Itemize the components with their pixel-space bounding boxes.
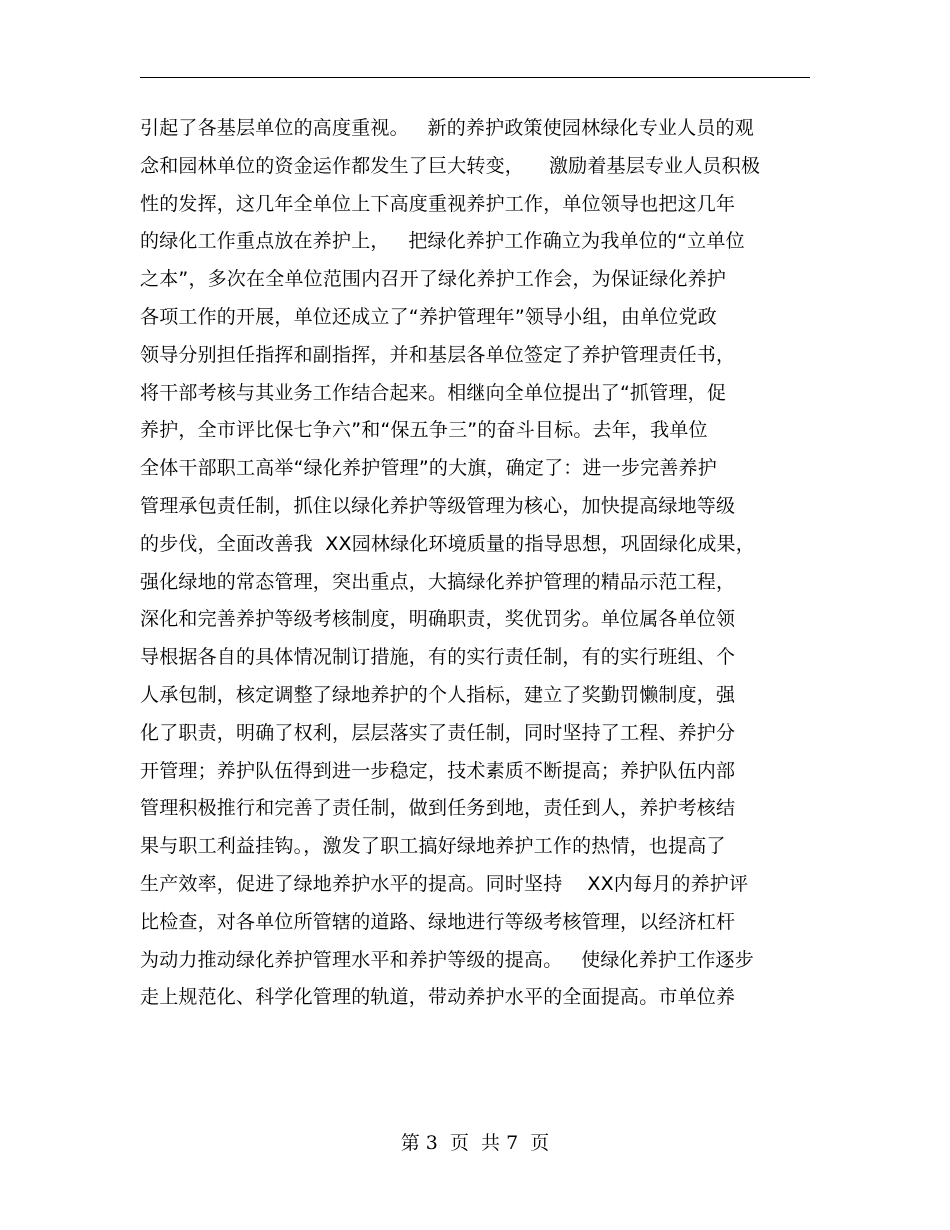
body-text <box>140 110 820 1017</box>
text-line: 养护，全市评比保七争六”和“保五争三”的奋斗目标。去年，我单位 <box>140 419 708 442</box>
text-line: 将干部考核与其业务工作结合起来。相继向全单位提出了“抓管理，促 <box>140 381 727 404</box>
text-line: 之本”，多次在全单位范围内召开了绿化养护工作会，为保证绿化养护 <box>140 268 727 291</box>
page-number: 第 3 页 共 7 页 <box>400 1132 550 1154</box>
text-line: 为动力推动绿化养护管理水平和养护等级的提高。 使绿化养护工作逐步 <box>140 948 754 971</box>
text-line: 人承包制，核定调整了绿地养护的个人指标，建立了奖勤罚懒制度，强 <box>140 683 736 706</box>
text-line: 念和园林单位的资金运作都发生了巨大转变， 激励着基层专业人员积极 <box>140 154 761 177</box>
text-line: 比检查，对各单位所管辖的道路、绿地进行等级考核管理，以经济杠杆 <box>140 910 736 933</box>
text-line: 生产效率，促进了绿地养护水平的提高。同时坚持 XX内每月的养护评 <box>140 872 749 895</box>
text-line: 走上规范化、科学化管理的轨道，带动养护水平的全面提高。市单位养 <box>140 986 736 1009</box>
text-line: 强化绿地的常态管理，突出重点，大搞绿化养护管理的精品示范工程， <box>140 570 736 593</box>
text-line: 性的发挥，这几年全单位上下高度重视养护工作，单位领导也把这几年 <box>140 192 736 215</box>
text-line: 管理积极推行和完善了责任制，做到任务到地，责任到人，养护考核结 <box>140 797 736 820</box>
text-line: 引起了各基层单位的高度重视。 新的养护政策使园林绿化专业人员的观 <box>140 117 754 139</box>
text-line: 开管理；养护队伍得到进一步稳定，技术素质不断提高；养护队伍内部 <box>140 759 736 782</box>
text-line: 各项工作的开展，单位还成立了“养护管理年”领导小组，由单位党政 <box>140 305 717 328</box>
text-line: 的步伐，全面改善我 XX园林绿化环境质量的指导思想，巩固绿化成果， <box>140 532 755 555</box>
text-line: 化了职责，明确了权利，层层落实了责任制，同时坚持了工程、养护分 <box>140 721 736 744</box>
text-line: 领导分别担任指挥和副指挥，并和基层各单位签定了养护管理责任书， <box>140 343 736 366</box>
text-line: 果与职工利益挂钩。，激发了职工搞好绿地养护工作的热情，也提高了 <box>140 835 726 858</box>
text-line: 深化和完善养护等级考核制度，明确职责，奖优罚劣。单位属各单位领 <box>140 608 736 631</box>
text-line: 全体干部职工高举“绿化养护管理”的大旗，确定了：进一步完善养护 <box>140 457 717 480</box>
text-line: 导根据各自的具体情况制订措施，有的实行责任制，有的实行班组、个 <box>140 646 736 669</box>
text-line: 的绿化工作重点放在养护上， 把绿化养护工作确立为我单位的“立单位 <box>140 230 745 253</box>
text-line: 管理承包责任制，抓住以绿化养护等级管理为核心，加快提高绿地等级 <box>140 494 736 517</box>
header-rule <box>140 77 810 78</box>
